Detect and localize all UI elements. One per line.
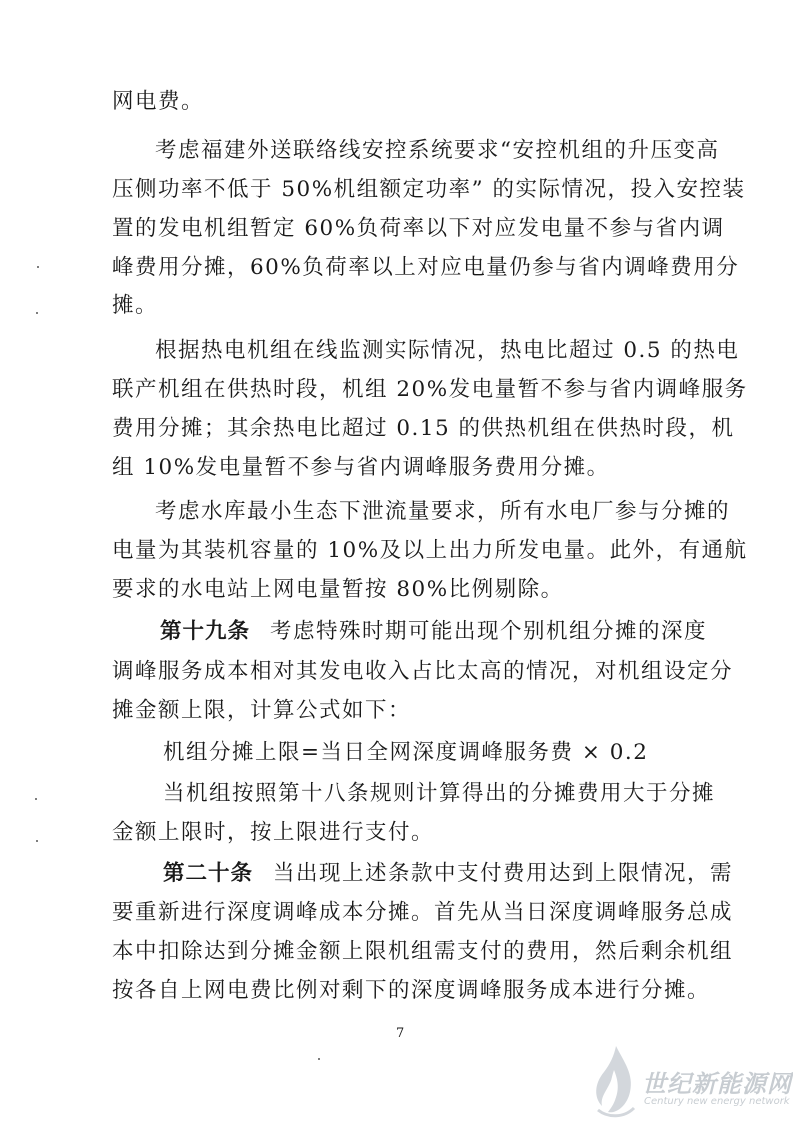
- text-line: 组 10%发电量暂不参与省内调峰服务费用分摊。: [112, 455, 610, 480]
- article-19-paragraph: [160, 616, 707, 648]
- article-20-heading: 第二十条: [163, 861, 254, 886]
- text-line: 摊。: [112, 293, 159, 318]
- paragraph-start: 根据热电机组在线监测实际情况，热电比超过 0.5 的热电: [155, 338, 740, 363]
- watermark-subtitle: Century new energy network: [644, 1096, 790, 1107]
- text-line: 电量为其装机容量的 10%及以上出力所发电量。此外，有通航: [112, 538, 748, 563]
- text-line: 峰费用分摊，60%负荷率以上对应电量仍参与省内调峰费用分: [112, 255, 740, 280]
- text-line: 金额上限时，按上限进行支付。: [112, 820, 435, 845]
- page-number: 7: [396, 1026, 405, 1041]
- paragraph-start: 考虑福建外送联络线安控系统要求“安控机组的升压变高: [155, 138, 720, 163]
- article-19-text: 考虑特殊时期可能出现个别机组分摊的深度: [270, 619, 708, 644]
- watermark-title: 世纪新能源网: [642, 1070, 792, 1098]
- text-line: 要重新进行深度调峰成本分摊。首先从当日深度调峰服务总成: [112, 900, 734, 925]
- text-line: 要求的水电站上网电量暂按 80%比例剔除。: [112, 577, 564, 602]
- text-line: 压侧功率不低于 50%机组额定功率” 的实际情况，投入安控装: [112, 177, 746, 202]
- flame-logo-icon: [590, 1040, 642, 1120]
- text-line: 本中扣除达到分摊金额上限机组需支付的费用，然后剩余机组: [112, 939, 734, 964]
- text-line: 摊金额上限，计算公式如下：: [112, 698, 412, 723]
- text-line: 联产机组在供热时段，机组 20%发电量暂不参与省内调峰服务: [112, 377, 748, 402]
- text-line: 网电费。: [112, 89, 205, 114]
- scan-speck: [37, 266, 39, 268]
- scan-speck: [36, 840, 38, 842]
- article-20-text: 当出现上述条款中支付费用达到上限情况，需: [273, 861, 734, 886]
- paragraph-start: 考虑水库最小生态下泄流量要求，所有水电厂参与分摊的: [155, 499, 731, 524]
- article-20-paragraph: [163, 858, 733, 890]
- paragraph-start: 当机组按照第十八条规则计算得出的分摊费用大于分摊: [163, 781, 716, 806]
- article-19-heading: 第十九条: [160, 619, 251, 644]
- scan-speck: [35, 798, 37, 800]
- scan-speck: [318, 1058, 320, 1060]
- text-line: 费用分摊；其余热电比超过 0.15 的供热机组在供热时段，机: [112, 416, 735, 441]
- scan-speck: [36, 312, 38, 314]
- text-line: 按各自上网电费比例对剩下的深度调峰服务成本进行分摊。: [112, 978, 711, 1003]
- text-line: 调峰服务成本相对其发电收入占比太高的情况，对机组设定分: [112, 659, 734, 684]
- formula-line: 机组分摊上限=当日全网深度调峰服务费 × 0.2: [163, 740, 649, 765]
- text-line: 置的发电机组暂定 60%负荷率以下对应发电量不参与省内调: [112, 216, 725, 241]
- watermark: [590, 1040, 790, 1120]
